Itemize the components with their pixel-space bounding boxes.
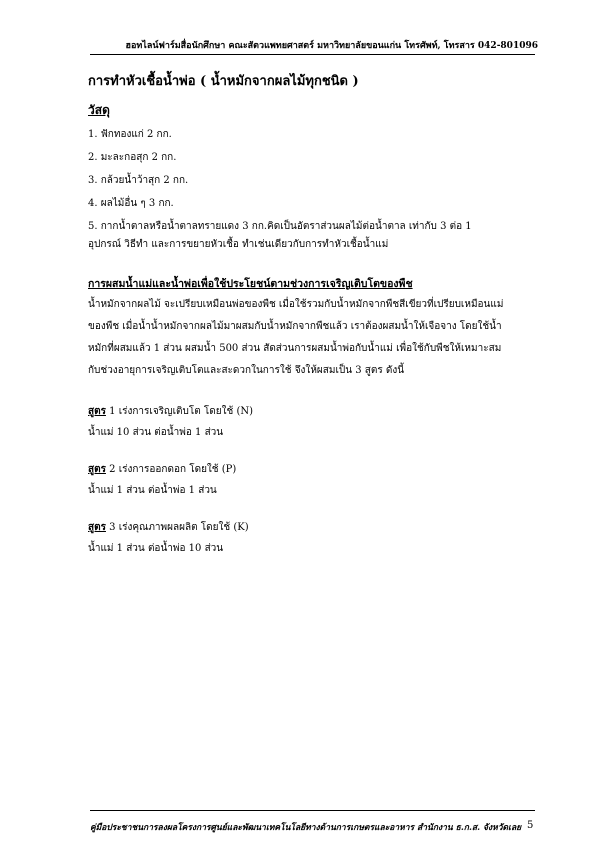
mixing-paragraph-line-4: กับช่วงอายุการเจริญเติบโตและสะดวกในการใช้ จึงให้ผสมเป็น 3 สูตร ดังนี้ [88, 365, 405, 376]
formula-1-label: สูตร [88, 406, 106, 417]
formula-2-ratio: น้ำแม่ 1 ส่วน ต่อน้ำพ่อ 1 ส่วน [88, 485, 217, 496]
main-content [88, 70, 538, 578]
material-item-2: 2. มะละกอสุก 2 กก. [88, 152, 177, 163]
mixing-heading: การผสมน้ำแม่และน้ำพ่อเพื่อใช้ประโยชน์ตามช่วงการเจริญเติบโตของพืช [88, 278, 413, 290]
material-item-5: 5. กากน้ำตาลหรือน้ำตาลทรายแดง 3 กก.คิดเป็นอัตราส่วนผลไม้ต่อน้ำตาล เท่ากับ 3 ต่อ 1 [88, 221, 472, 232]
material-item-3: 3. กล้วยน้ำว้าสุก 2 กก. [88, 175, 189, 186]
formula-2-label: สูตร [88, 464, 106, 475]
material-item-1: 1. ฟักทองแก่ 2 กก. [88, 129, 172, 140]
formula-3-desc: 3 เร่งคุณภาพผลผลิต โดยใช้ (K) [105, 522, 249, 533]
formula-3-heading [88, 520, 538, 535]
mixing-paragraph-line-2: ของพืช เมื่อน้ำน้ำหมักจากผลไม้มาผสมกับน้ำหมักจากพืชแล้ว เราต้องผสมน้ำให้เจือจาง โดยใช้น้ำ [88, 321, 502, 332]
formula-2-heading [88, 462, 538, 477]
formula-3-ratio: น้ำแม่ 1 ส่วน ต่อน้ำพ่อ 10 ส่วน [88, 543, 224, 554]
material-item-4: 4. ผลไม้อื่น ๆ 3 กก. [88, 198, 174, 209]
footer-divider [90, 810, 535, 811]
page-title: การทำหัวเชื้อน้ำพ่อ ( น้ำหมักจากผลไม้ทุกชนิด ) [88, 74, 359, 89]
formula-3-label: สูตร [88, 522, 106, 533]
formula-2-desc: 2 เร่งการออกดอก โดยใช้ (P) [105, 464, 237, 475]
mixing-paragraph-line-3: หมักที่ผสมแล้ว 1 ส่วน ผสมน้ำ 500 ส่วน สัดส่วนการผสมน้ำพ่อกับน้ำแม่ เพื่อใช้กับพืชให้เหมาะสม [88, 343, 502, 354]
mixing-paragraph-line-1: น้ำหมักจากผลไม้ จะเปรียบเหมือนพ่อของพืช เมื่อใช้รวมกับน้ำหมักจากพืชสีเขียวที่เปรียบเหมือนแม่ [88, 299, 504, 310]
page-header: ฮอทไลน์ฟาร์มสื่อนักศึกษา คณะสัตวแพทยศาสตร์ มหาวิทยาลัยขอนแก่น โทรศัพท์, โทรสาร 042-801096 [125, 41, 538, 51]
formula-1-heading [88, 404, 538, 419]
page-footer: คู่มือประชาชนการลงผลโครงการศูนย์และพัฒนาเทคโนโลยีทางด้านการเกษตรและอาหาร สำนักงาน ธ.ก.ส. จังหวัดเลย [90, 823, 522, 833]
materials-note: อุปกรณ์ วิธีทำ และการขยายหัวเชื้อ ทำเช่นเดียวกับการทำหัวเชื้อน้ำแม่ [88, 239, 389, 250]
formula-1-ratio: น้ำแม่ 10 ส่วน ต่อน้ำพ่อ 1 ส่วน [88, 427, 224, 438]
header-divider [90, 54, 535, 55]
page-number: 5 [527, 820, 534, 831]
formula-1-desc: 1 เร่งการเจริญเติบโต โดยใช้ (N) [105, 406, 253, 417]
materials-heading: วัสดุ [88, 103, 110, 117]
